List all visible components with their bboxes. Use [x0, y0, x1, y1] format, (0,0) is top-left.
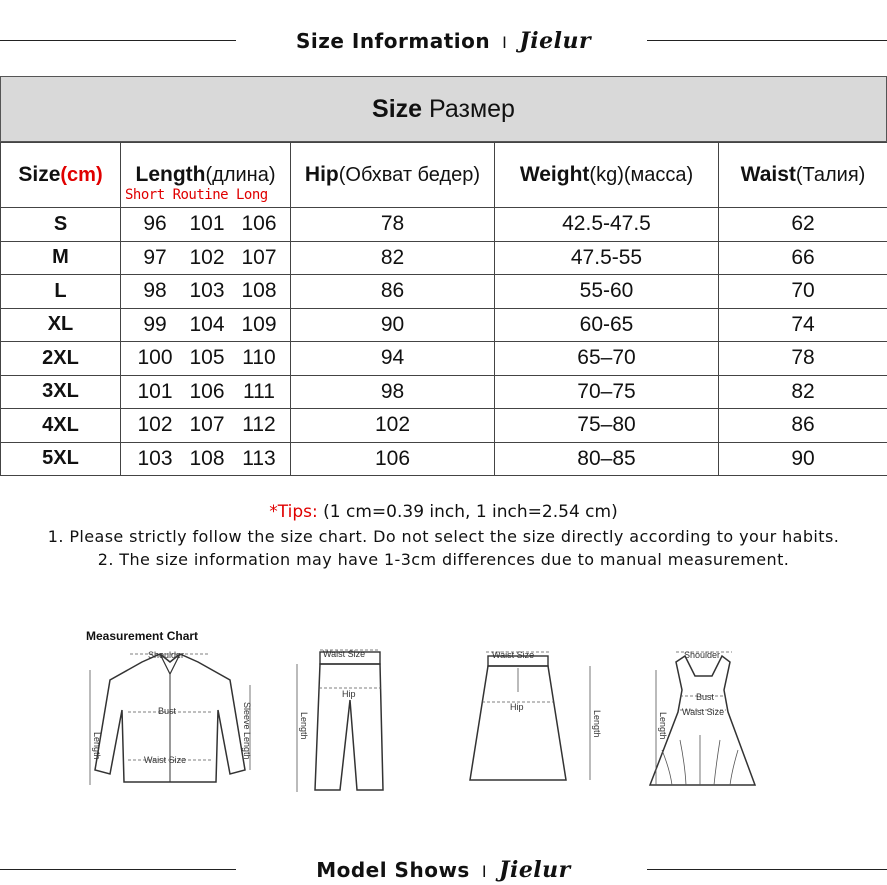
table-title-rest: Размер	[429, 95, 515, 123]
cell-length	[121, 241, 291, 275]
cell-hip: 102	[291, 409, 495, 443]
cell-waist: 82	[719, 375, 887, 409]
banner-separator: I	[502, 33, 508, 52]
table-row	[1, 342, 887, 376]
size-table	[0, 76, 887, 476]
cell-length-long: 108	[241, 279, 277, 303]
cell-length	[121, 409, 291, 443]
cell-length-short: 102	[137, 413, 173, 437]
measurement-chart-title: Measurement Chart	[86, 629, 199, 643]
cell-waist: 62	[719, 208, 887, 242]
table-row	[1, 208, 887, 242]
cell-hip: 78	[291, 208, 495, 242]
skirt-hip-label: Hip	[510, 702, 524, 712]
table-row	[1, 442, 887, 476]
shirt-figure	[80, 640, 260, 800]
pants-figure	[285, 640, 395, 800]
size-grid	[0, 142, 887, 476]
cell-hip: 98	[291, 375, 495, 409]
table-title-bold: Size	[372, 95, 423, 123]
top-banner	[0, 26, 887, 56]
cell-length-long: 106	[241, 212, 277, 236]
cell-weight: 70–75	[495, 375, 719, 409]
dress-waist-label: Waist Size	[682, 707, 725, 717]
table-title	[0, 76, 887, 142]
banner-title-text: Size Information	[295, 29, 491, 53]
cell-hip: 90	[291, 308, 495, 342]
dress-bust-label: Bust	[696, 692, 715, 702]
skirt-waist-label: Waist Size	[492, 650, 535, 660]
cell-length	[121, 442, 291, 476]
cell-size: S	[1, 208, 121, 242]
skirt-figure	[458, 640, 608, 800]
cell-waist: 74	[719, 308, 887, 342]
cell-length-short: 99	[143, 312, 167, 336]
shirt-sleeve-label: Sleeve Length	[242, 702, 252, 760]
cell-weight: 60-65	[495, 308, 719, 342]
cell-length-routine: 102	[189, 245, 225, 269]
note-2: 2. The size information may have 1-3cm differences due to manual measurement.	[97, 550, 790, 569]
dress-figure	[640, 640, 760, 800]
cell-length-long: 112	[242, 413, 276, 437]
pants-waist-label: Waist Size	[323, 649, 366, 659]
bottom-banner-title	[0, 857, 887, 883]
cell-length	[121, 275, 291, 309]
table-row	[1, 375, 887, 409]
length-subheader: Short Routine Long	[125, 187, 268, 203]
header-waist: Waist(Талия)	[719, 143, 887, 208]
cell-length-short: 101	[137, 379, 173, 403]
cell-size: 3XL	[1, 375, 121, 409]
header-length: Length(длина) Short Routine Long	[121, 143, 291, 208]
cell-length-long: 110	[242, 346, 276, 370]
cell-length-long: 113	[242, 446, 276, 470]
dress-shoulder-label: Shoulder	[684, 650, 721, 660]
cell-weight: 80–85	[495, 442, 719, 476]
cell-waist: 78	[719, 342, 887, 376]
skirt-length-label: Length	[592, 710, 602, 738]
cell-size: 5XL	[1, 442, 121, 476]
cell-length-short: 103	[137, 446, 173, 470]
shirt-bust-label: Bust	[158, 706, 177, 716]
cell-size: 2XL	[1, 342, 121, 376]
pants-hip-label: Hip	[342, 689, 356, 699]
bottom-banner	[0, 855, 887, 885]
header-hip: Hip(Обхват бедер)	[291, 143, 495, 208]
cell-length-short: 96	[143, 212, 167, 236]
dress-length-label: Length	[658, 712, 668, 740]
cell-weight: 47.5-55	[495, 241, 719, 275]
cell-size: XL	[1, 308, 121, 342]
banner-title	[0, 28, 887, 54]
cell-weight: 55-60	[495, 275, 719, 309]
cell-length-routine: 107	[189, 413, 225, 437]
tips-text: (1 cm=0.39 inch, 1 inch=2.54 cm)	[323, 502, 618, 522]
cell-waist: 70	[719, 275, 887, 309]
cell-length-routine: 101	[189, 212, 225, 236]
cell-length-short: 97	[143, 245, 167, 269]
header-weight: Weight(kg)(масса)	[495, 143, 719, 208]
shirt-length-label: Length	[92, 732, 102, 760]
table-row	[1, 308, 887, 342]
bottom-banner-separator: I	[481, 862, 488, 881]
cell-weight: 75–80	[495, 409, 719, 443]
cell-size: M	[1, 241, 121, 275]
cell-hip: 86	[291, 275, 495, 309]
cell-size: 4XL	[1, 409, 121, 443]
shirt-waist-label: Waist Size	[144, 755, 187, 765]
cell-length	[121, 375, 291, 409]
brand-logo-text: Jielur	[519, 28, 592, 54]
header-size: Size(cm)	[1, 143, 121, 208]
cell-length-short: 98	[143, 279, 167, 303]
cell-weight: 65–70	[495, 342, 719, 376]
tips-label: *Tips:	[269, 502, 318, 522]
cell-hip: 82	[291, 241, 495, 275]
cell-length-long: 111	[243, 379, 275, 403]
cell-length	[121, 342, 291, 376]
cell-hip: 106	[291, 442, 495, 476]
cell-length-routine: 108	[189, 446, 225, 470]
cell-length-short: 100	[137, 346, 173, 370]
cell-length-routine: 105	[189, 346, 225, 370]
table-row	[1, 409, 887, 443]
cell-hip: 94	[291, 342, 495, 376]
cell-waist: 90	[719, 442, 887, 476]
cell-length-long: 109	[241, 312, 277, 336]
cell-length-routine: 106	[189, 379, 225, 403]
bottom-banner-title-text: Model Shows	[316, 858, 470, 882]
cell-length-routine: 103	[189, 279, 225, 303]
cell-length-long: 107	[241, 245, 277, 269]
cell-waist: 86	[719, 409, 887, 443]
tips	[0, 502, 887, 522]
cell-length	[121, 208, 291, 242]
table-row	[1, 275, 887, 309]
cell-waist: 66	[719, 241, 887, 275]
bottom-brand-logo-text: Jielur	[499, 857, 571, 883]
cell-size: L	[1, 275, 121, 309]
cell-length	[121, 308, 291, 342]
note-1: 1. Please strictly follow the size chart. Do not select the size directly according to your habits.	[47, 527, 840, 546]
cell-length-routine: 104	[189, 312, 225, 336]
cell-weight: 42.5-47.5	[495, 208, 719, 242]
pants-length-label: Length	[299, 712, 309, 740]
table-row	[1, 241, 887, 275]
shirt-shoulder-label: Shoulder	[148, 650, 185, 660]
